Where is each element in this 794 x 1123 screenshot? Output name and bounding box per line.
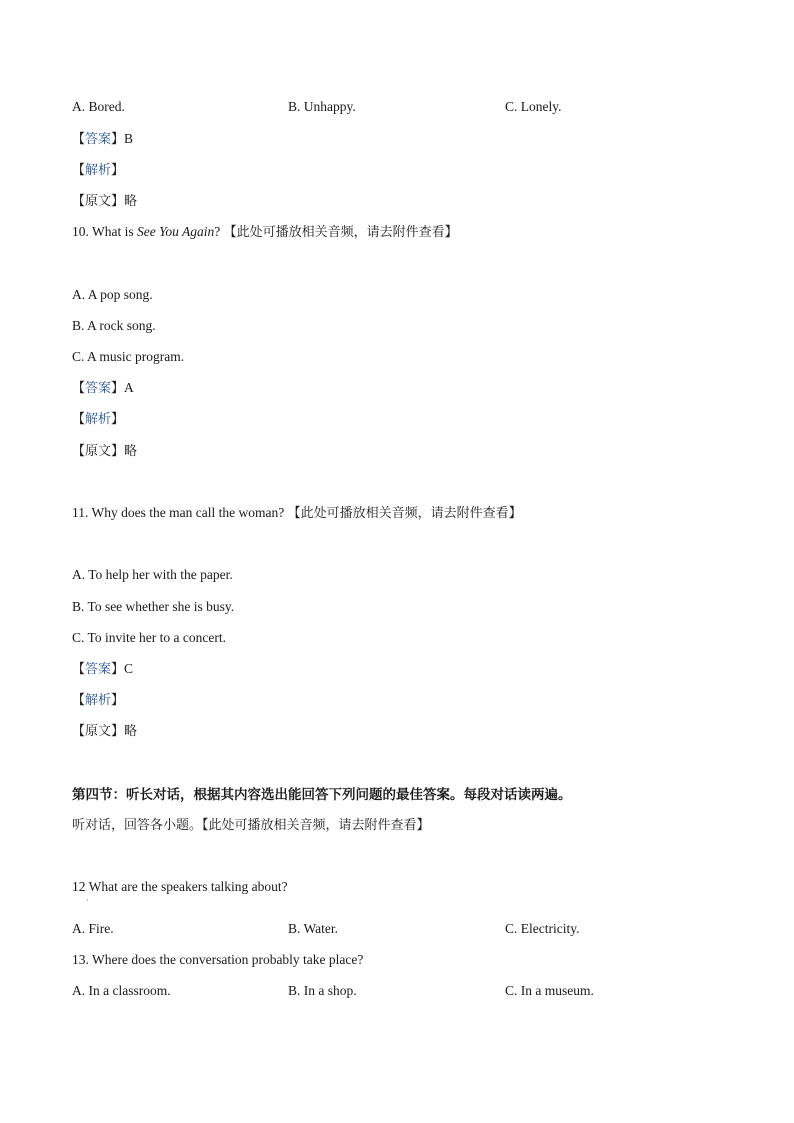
- q9-option-b: B. Unhappy.: [288, 99, 356, 114]
- q9-option-a: A. Bored.: [72, 99, 125, 114]
- q11-option-c: C. To invite her to a concert.: [72, 630, 227, 645]
- q13-option-b: B. In a shop.: [288, 983, 357, 998]
- q12-option-c: C. Electricity.: [505, 921, 580, 936]
- q10-option-b: B. A rock song.: [72, 318, 156, 333]
- q11-answer: 【答案】C: [72, 661, 134, 677]
- analysis-label: 解析: [85, 163, 112, 178]
- original-label: 原文: [85, 194, 112, 209]
- q10-answer: 【答案】A: [72, 380, 134, 396]
- answer-label: 答案: [85, 662, 112, 677]
- q11-original: 【原文】略: [72, 724, 138, 739]
- q11-option-b: B. To see whether she is busy.: [72, 599, 235, 614]
- analysis-label: 解析: [85, 412, 112, 427]
- q13-option-a: A. In a classroom.: [72, 983, 171, 998]
- stray-mark: ·: [86, 896, 89, 905]
- q9-option-c: C. Lonely.: [505, 99, 562, 114]
- q10-original: 【原文】略: [72, 444, 138, 459]
- q9-analysis: 【解析】: [72, 163, 125, 178]
- original-value: 略: [124, 194, 138, 209]
- q9-answer: 【答案】B: [72, 131, 134, 147]
- section4-title: 第四节：听长对话，根据其内容选出能回答下列问题的最佳答案。每段对话读两遍。: [72, 787, 572, 803]
- original-label: 原文: [85, 444, 112, 459]
- q13-option-c: C. In a museum.: [505, 983, 594, 998]
- q10-number: 10. What is: [72, 224, 137, 239]
- q13-question: 13. Where does the conversation probably take place?: [72, 952, 364, 967]
- original-value: 略: [124, 724, 138, 739]
- q11-analysis: 【解析】: [72, 693, 125, 708]
- q11-audio-note[interactable]: 【此处可播放相关音频，请去附件查看】: [287, 506, 522, 521]
- answer-label: 答案: [85, 132, 112, 147]
- q9-original: 【原文】略: [72, 194, 138, 209]
- q12-option-b: B. Water.: [288, 921, 339, 936]
- q10-title-italic: See You Again: [137, 224, 215, 239]
- q10-analysis: 【解析】: [72, 412, 125, 427]
- q11-question: [72, 504, 522, 523]
- q11-question-text: 11. Why does the man call the woman?: [72, 505, 288, 520]
- analysis-label: 解析: [85, 693, 112, 708]
- q12-option-a: A. Fire.: [72, 921, 114, 936]
- answer-value: B: [124, 131, 134, 146]
- q10-option-a: A. A pop song.: [72, 287, 153, 302]
- q10-option-c: C. A music program.: [72, 349, 185, 364]
- original-value: 略: [124, 444, 138, 459]
- q10-question: [72, 223, 458, 242]
- q10-question-end: ?: [214, 224, 224, 239]
- answer-value: A: [124, 380, 134, 395]
- original-label: 原文: [85, 724, 112, 739]
- section4-instruction[interactable]: 听对话，回答各小题。【此处可播放相关音频，请去附件查看】: [72, 818, 430, 833]
- answer-label: 答案: [85, 381, 112, 396]
- q10-audio-note[interactable]: 【此处可播放相关音频，请去附件查看】: [223, 225, 458, 240]
- answer-value: C: [124, 661, 134, 676]
- q12-question: 12 What are the speakers talking about?: [72, 879, 288, 894]
- q11-option-a: A. To help her with the paper.: [72, 567, 233, 582]
